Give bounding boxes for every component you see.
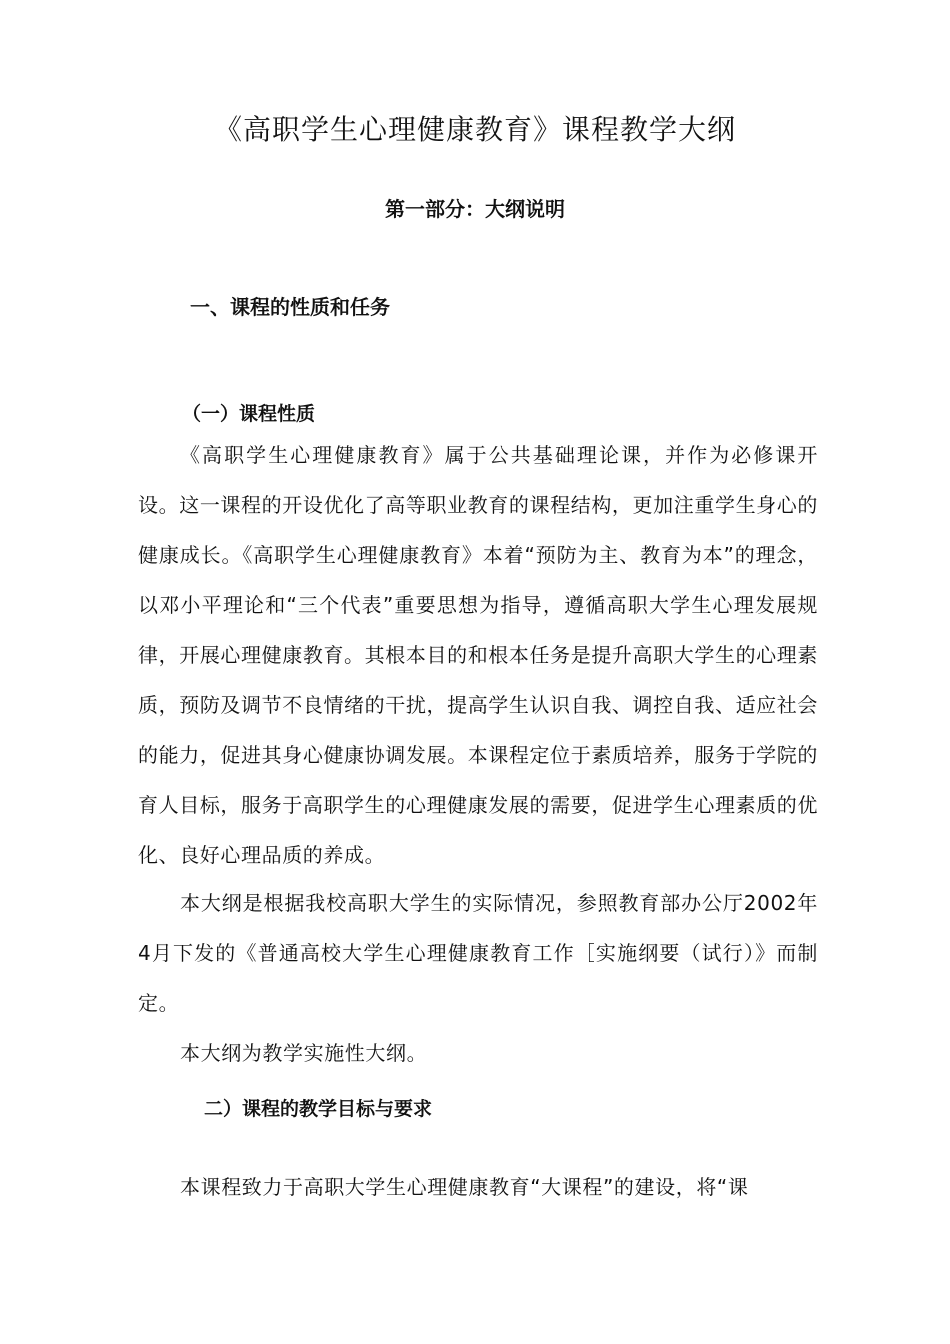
paragraph-teaching-goals: 本课程致力于高职大学生心理健康教育“大课程”的建设，将“课 [180,1175,749,1199]
subsection-heading-teaching-goals: 二）课程的教学目标与要求 [204,1098,433,1120]
subsection-heading-course-nature: （一）课程性质 [182,403,316,425]
paragraph-course-nature: 《高职学生心理健康教育》属于公共基础理论课，并作为必修课开设。这一课程的开设优化了高等职业教育的课程结构，更加注重学生身心的健康成长。《高职学生心理健康教育》本着“预防为主、教育为本”的理念，以邓小平理论和“三个代表”重要思想为指导，遵循高职大学生心理发展规律，开展心理健康教育。其根本目的和根本任务是提升高职大学生的心理素质，预防及调节不良情绪的干扰，提高学生认识自我、调控自我、适应社会的能力，促进其身心健康协调发展。本课程定位于素质培养，服务于学院的育人目标，服务于高职学生的心理健康发展的需要，促进学生心理素质的优化、良好心理品质的养成。 [138,443,818,867]
section-heading-nature-and-tasks: 一、课程的性质和任务 [190,295,390,319]
paragraph-syllabus-basis: 本大纲是根据我校高职大学生的实际情况，参照教育部办公厅2002年4月下发的《普通高校大学生心理健康教育工作［实施纲要（试行）》而制定。 [138,891,818,1015]
paragraph-syllabus-type: 本大纲为教学实施性大纲。 [180,1041,428,1065]
document-title: 《高职学生心理健康教育》课程教学大纲 [213,113,736,146]
part-heading: 第一部分：大纲说明 [385,197,565,221]
